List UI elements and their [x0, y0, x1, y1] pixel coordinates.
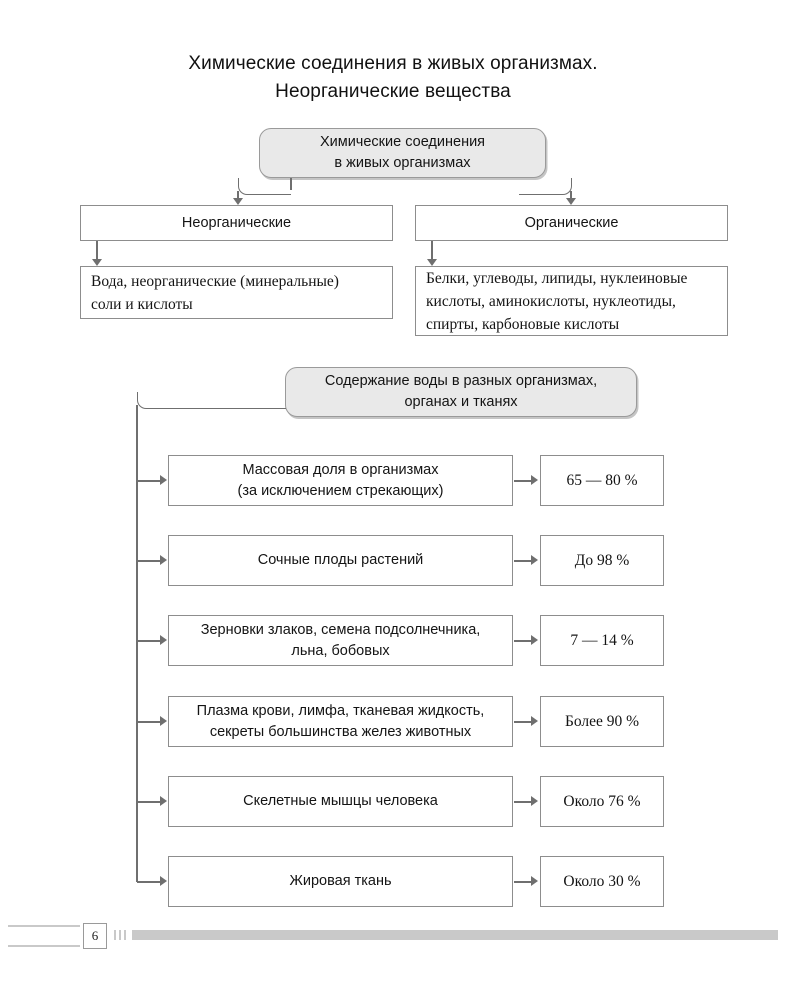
arrow-to-organic-detail [427, 259, 437, 266]
connector-row-1 [137, 480, 161, 482]
root-node-line-1: Химические соединения [319, 134, 486, 150]
row-1-label-line-2: (за исключением стрекающих) [237, 482, 444, 499]
row-1-label-line-1: Массовая доля в организмах [242, 461, 439, 478]
connector-row-4-value [514, 721, 532, 723]
detail-organic-line-3: спирты, карбоновые кислоты [426, 315, 620, 333]
connector-row-1-value [514, 480, 532, 482]
page-title [0, 50, 786, 106]
arrow-row-4-value [531, 716, 538, 726]
connector-row-2-value [514, 560, 532, 562]
section-header-water-content [285, 367, 637, 417]
arrow-row-5 [160, 796, 167, 806]
detail-inorganic [80, 266, 393, 319]
row-6-label-line-1: Жировая ткань [289, 873, 392, 889]
connector-row-5-value [514, 801, 532, 803]
row-5-label-line-1: Скелетные мышцы человека [243, 793, 438, 809]
row-6-label-box [168, 856, 513, 907]
connector-row-6 [137, 881, 161, 883]
arrow-row-5-value [531, 796, 538, 806]
connector-inorganic-detail [96, 241, 98, 260]
row-1-label-box [168, 455, 513, 506]
connector-row-3-value [514, 640, 532, 642]
connector-spine [136, 405, 138, 882]
node-inorganic-label: Неорганические [181, 214, 292, 231]
node-organic-label: Органические [524, 214, 619, 231]
row-3-label-box [168, 615, 513, 666]
arrow-to-inorganic [233, 198, 243, 205]
detail-organic-line-2: кислоты, аминокислоты, нуклеотиды, [426, 292, 676, 310]
page-title-line-2: Неорганические вещества [275, 81, 511, 102]
connector-row-2 [137, 560, 161, 562]
page-number [83, 923, 107, 949]
node-inorganic [80, 205, 393, 241]
row-3-value-box [540, 615, 664, 666]
row-1-value: 65 — 80 % [566, 471, 638, 489]
arrow-row-1-value [531, 475, 538, 485]
detail-organic [415, 266, 728, 336]
connector-row-3 [137, 640, 161, 642]
arrow-row-3-value [531, 635, 538, 645]
connector-header-elbow [137, 392, 286, 409]
connector-row-4 [137, 721, 161, 723]
row-6-value-box [540, 856, 664, 907]
row-5-label-box [168, 776, 513, 827]
row-3-label-line-1: Зерновки злаков, семена подсолнечника, [200, 621, 481, 638]
row-2-value-box [540, 535, 664, 586]
footer-ticks [114, 930, 128, 940]
footer-rule-bottom [8, 945, 80, 947]
arrow-row-6 [160, 876, 167, 886]
connector-elbow-right [519, 178, 572, 195]
node-organic [415, 205, 728, 241]
row-4-value-box [540, 696, 664, 747]
arrow-row-4 [160, 716, 167, 726]
arrow-row-1 [160, 475, 167, 485]
row-4-value: Более 90 % [564, 712, 640, 730]
connector-organic-detail [431, 241, 433, 260]
arrow-row-6-value [531, 876, 538, 886]
arrow-to-inorganic-detail [92, 259, 102, 266]
connector-row-5 [137, 801, 161, 803]
detail-inorganic-line-1: Вода, неорганические (минеральные) [91, 272, 339, 290]
section-header-line-2: органах и тканях [404, 394, 518, 410]
row-4-label-line-2: секреты большинства желез животных [209, 723, 472, 740]
arrow-row-3 [160, 635, 167, 645]
footer-rule-top [8, 925, 80, 927]
page-number-value: 6 [91, 928, 99, 943]
footer-bar [132, 930, 778, 940]
arrow-to-organic [566, 198, 576, 205]
row-5-value: Около 76 % [563, 792, 641, 810]
arrow-row-2-value [531, 555, 538, 565]
row-2-value: До 98 % [574, 551, 630, 569]
section-header-line-1: Содержание воды в разных организмах, [324, 373, 598, 389]
row-4-label-box [168, 696, 513, 747]
page-title-line-1: Химические соединения в живых организмах. [188, 53, 598, 74]
detail-organic-line-1: Белки, углеводы, липиды, нуклеиновые [426, 269, 688, 287]
connector-row-6-value [514, 881, 532, 883]
root-node-line-2: в живых организмах [334, 155, 471, 171]
row-6-value: Около 30 % [563, 872, 641, 890]
row-4-label-line-1: Плазма крови, лимфа, тканевая жидкость, [196, 702, 485, 719]
row-2-label-box [168, 535, 513, 586]
connector-elbow-left [238, 178, 291, 195]
row-5-value-box [540, 776, 664, 827]
root-node-chemical-compounds [259, 128, 546, 178]
row-3-value: 7 — 14 % [570, 631, 634, 649]
row-3-label-line-2: льна, бобовых [291, 642, 390, 659]
arrow-row-2 [160, 555, 167, 565]
row-2-label-line-1: Сочные плоды растений [257, 552, 424, 568]
row-1-value-box [540, 455, 664, 506]
detail-inorganic-line-2: соли и кислоты [91, 295, 193, 313]
